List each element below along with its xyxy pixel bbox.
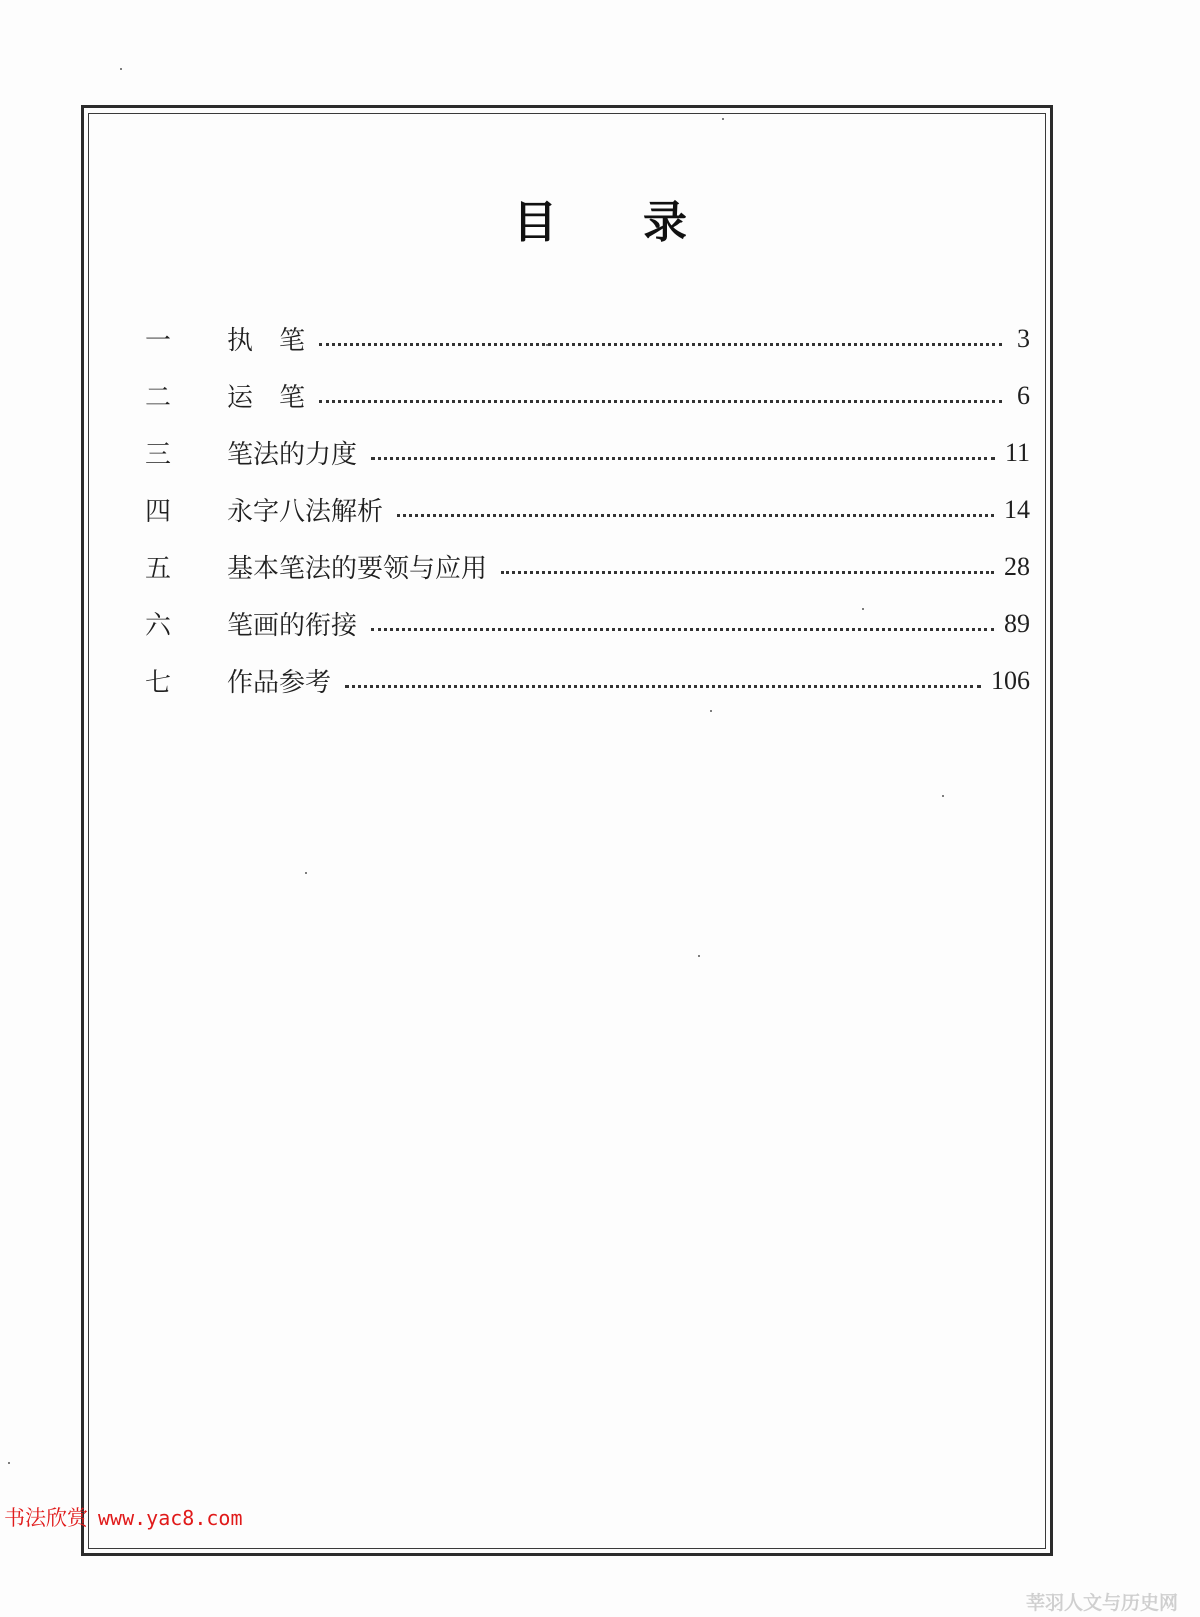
toc-leader-dots <box>345 685 981 688</box>
toc-leader-dots <box>319 400 1002 403</box>
toc-entry-5[interactable] <box>145 538 1030 595</box>
toc-entry-title: 运 笔 <box>227 383 306 413</box>
toc-entry-7[interactable] <box>145 652 1030 709</box>
toc-entry-number: 二 <box>145 383 172 413</box>
scan-speck <box>698 955 700 957</box>
page-title <box>0 186 1200 250</box>
table-of-contents <box>145 310 1030 709</box>
toc-entry-number: 五 <box>145 554 172 584</box>
toc-entry-2[interactable] <box>145 367 1030 424</box>
site-url[interactable]: www.yac8.com <box>98 1506 243 1530</box>
toc-entry-page: 106 <box>991 665 1030 695</box>
toc-entry-page: 14 <box>1004 494 1030 524</box>
scan-speck <box>8 1462 10 1464</box>
scan-speck <box>710 710 712 712</box>
scan-speck <box>305 872 307 874</box>
toc-entry-number: 一 <box>145 326 172 356</box>
site-name: 书法欣赏 <box>4 1506 88 1530</box>
scan-speck <box>862 608 864 610</box>
scan-speck <box>942 795 944 797</box>
site-watermark[interactable] <box>4 1502 243 1532</box>
corner-watermark: 莘羽人文与历史网 <box>1025 1592 1178 1614</box>
toc-entry-title: 基本笔法的要领与应用 <box>227 554 488 584</box>
title-char-2: 录 <box>643 197 687 248</box>
toc-entry-page: 89 <box>1004 608 1030 638</box>
toc-entry-title: 执 笔 <box>227 326 306 356</box>
toc-leader-dots <box>397 514 994 517</box>
toc-entry-title: 永字八法解析 <box>227 497 384 527</box>
toc-entry-page: 3 <box>1017 323 1030 353</box>
toc-leader-dots <box>501 571 994 574</box>
toc-leader-dots <box>371 628 994 631</box>
toc-entry-title: 作品参考 <box>227 668 332 698</box>
toc-entry-title: 笔画的衔接 <box>227 611 358 641</box>
toc-entry-title: 笔法的力度 <box>227 440 358 470</box>
scan-speck <box>722 118 724 120</box>
toc-entry-page: 6 <box>1017 380 1030 410</box>
title-char-1: 目 <box>513 197 557 248</box>
toc-leader-dots <box>371 457 995 460</box>
toc-entry-4[interactable] <box>145 481 1030 538</box>
toc-entry-number: 三 <box>145 440 172 470</box>
toc-entry-number: 七 <box>145 668 172 698</box>
scan-speck <box>546 344 548 346</box>
toc-leader-dots <box>319 343 1002 346</box>
toc-entry-number: 六 <box>145 611 172 641</box>
toc-entry-6[interactable] <box>145 595 1030 652</box>
toc-entry-number: 四 <box>145 497 172 527</box>
toc-entry-page: 11 <box>1004 437 1030 467</box>
scan-speck <box>120 68 122 70</box>
toc-entry-1[interactable] <box>145 310 1030 367</box>
toc-entry-page: 28 <box>1004 551 1030 581</box>
toc-entry-3[interactable] <box>145 424 1030 481</box>
